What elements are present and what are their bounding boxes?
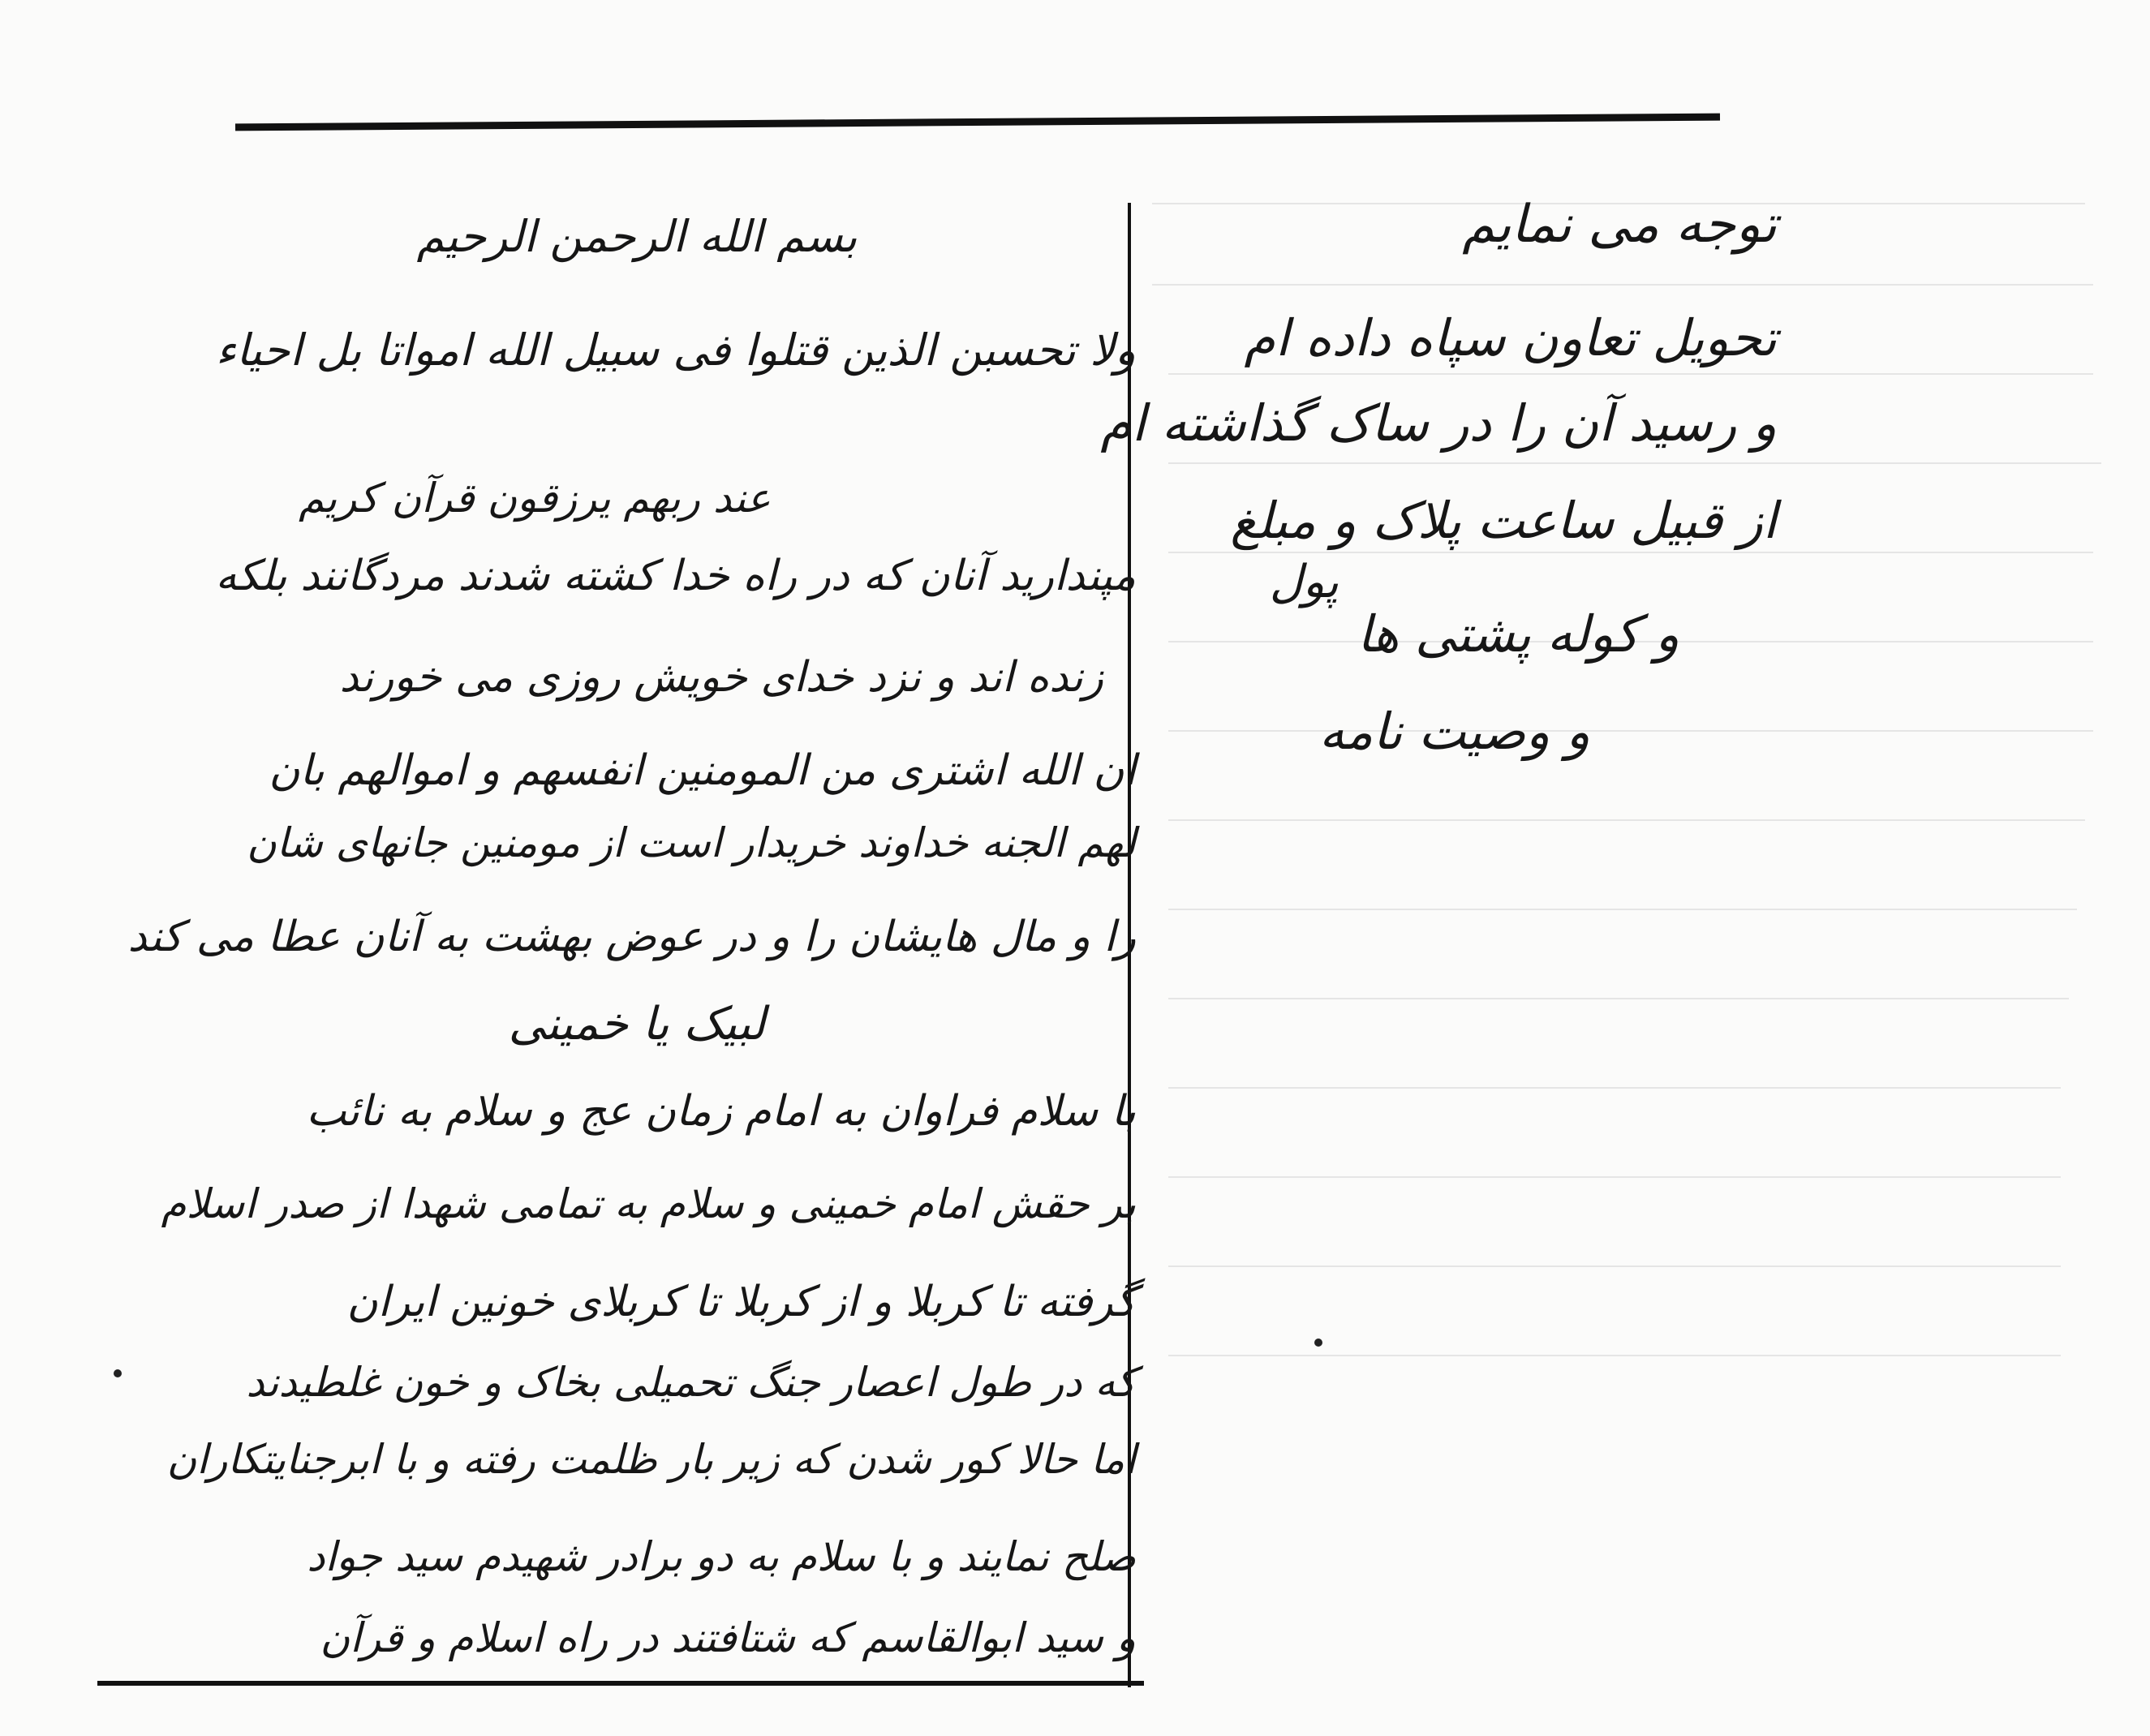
left-page — [127, 162, 1136, 1671]
translation-line: را و مال هایشان را و در عوض بهشت به آنان عطا می کند — [127, 913, 1136, 961]
bleed-through-line — [1168, 998, 2069, 999]
body-line: بر حقش امام خمینی و سلام به تمامی شهدا از صدر اسلام — [161, 1180, 1136, 1227]
verse-line: عند ربهم یرزقون قرآن کریم — [299, 475, 771, 522]
right-page — [1100, 162, 1777, 892]
bottom-edge-line — [97, 1681, 1144, 1686]
note-line: و وصیت نامه — [1318, 702, 1590, 761]
top-edge-line — [235, 114, 1720, 131]
bleed-through-line — [1168, 1176, 2061, 1178]
body-line: گرفته تا کربلا و از کربلا تا کربلای خونین ایران — [346, 1278, 1136, 1326]
body-line: که در طول اعصار جنگ تحمیلی بخاک و خون غلطیدند — [246, 1359, 1136, 1406]
bleed-through-line — [1168, 1355, 2061, 1356]
body-line: با سلام فراوان به امام زمان عج و سلام به نائب — [306, 1087, 1136, 1136]
ink-dot — [1314, 1339, 1322, 1347]
bismillah-heading: بسم الله الرحمن الرحیم — [416, 211, 858, 262]
note-line: تحویل تعاون سپاه داده ام — [1244, 308, 1777, 367]
bleed-through-line — [1168, 1265, 2061, 1267]
body-line: اما حالا کور شدن که زیر بار ظلمت رفته و با ابرجنایتکاران — [166, 1436, 1136, 1483]
note-line: و کوله پشتی ها — [1357, 604, 1679, 664]
slogan: لبیک یا خمینی — [508, 998, 766, 1051]
translation-line: مپندارید آنان که در راه خدا کشته شدند مردگانند بلکه — [215, 552, 1136, 600]
bleed-through-line — [1168, 909, 2077, 910]
translation-line: زنده اند و نزد خدای خویش روزی می خورند — [339, 653, 1103, 702]
body-line: و سید ابوالقاسم که شتافتند در راه اسلام و قرآن — [320, 1614, 1136, 1661]
note-line: پول — [1269, 556, 1339, 608]
verse-line: لهم الجنه خداوند خریدار است از مومنین جانهای شان — [247, 819, 1136, 866]
ink-dot — [114, 1369, 122, 1377]
bleed-through-line — [1168, 1087, 2061, 1089]
verse-line: ولا تحسبن الذین قتلوا فی سبیل الله امواتا بل احیاء — [215, 324, 1136, 376]
note-line: از قبیل ساعت پلاک و مبلغ — [1230, 491, 1777, 550]
verse-line: ان الله اشتری من المومنین انفسهم و اموالهم بان — [269, 746, 1136, 795]
note-line: توجه می نمایم — [1462, 195, 1777, 255]
note-line: و رسید آن را در ساک گذاشته ام — [1100, 393, 1777, 453]
body-line: صلح نمایند و با سلام به دو برادر شهیدم سید جواد — [307, 1533, 1136, 1580]
